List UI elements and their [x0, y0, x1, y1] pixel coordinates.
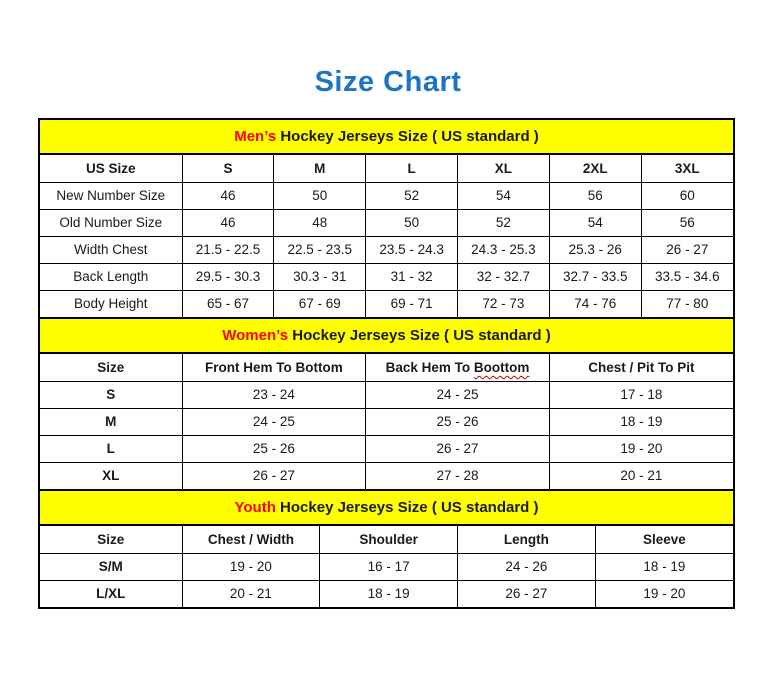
data-cell: 23.5 - 24.3 [366, 236, 458, 263]
data-cell: 50 [366, 209, 458, 236]
header-row [40, 526, 733, 553]
data-cell: 31 - 32 [366, 263, 458, 290]
data-cell: 29.5 - 30.3 [182, 263, 274, 290]
row-label-cell: New Number Size [40, 182, 182, 209]
youth-section [40, 489, 733, 607]
mens-section [40, 120, 733, 317]
data-cell: 48 [274, 209, 366, 236]
header-cell: Sleeve [595, 526, 733, 553]
data-cell: 32 - 32.7 [458, 263, 550, 290]
womens-header-rest: Hockey Jerseys Size ( US standard ) [288, 327, 551, 344]
data-cell: 56 [641, 209, 733, 236]
data-cell: 26 - 27 [182, 462, 366, 489]
size-chart [38, 118, 735, 609]
data-cell: 18 - 19 [595, 553, 733, 580]
row-label-cell: XL [40, 462, 182, 489]
data-cell: 65 - 67 [182, 290, 274, 317]
header-cell: Size [40, 526, 182, 553]
data-cell: 26 - 27 [641, 236, 733, 263]
header-cell: Front Hem To Bottom [182, 354, 366, 381]
header-cell: L [366, 155, 458, 182]
youth-label: Youth [234, 499, 276, 516]
header-cell-text: Back Hem To [385, 359, 474, 375]
data-cell: 46 [182, 209, 274, 236]
header-cell: Chest / Pit To Pit [549, 354, 733, 381]
youth-section-header [40, 489, 733, 526]
data-cell: 50 [274, 182, 366, 209]
header-cell [366, 354, 550, 381]
data-cell: 60 [641, 182, 733, 209]
row-label-cell: S [40, 381, 182, 408]
data-cell: 25 - 26 [366, 408, 550, 435]
data-cell: 18 - 19 [549, 408, 733, 435]
data-cell: 25 - 26 [182, 435, 366, 462]
data-cell: 67 - 69 [274, 290, 366, 317]
data-cell: 27 - 28 [366, 462, 550, 489]
data-cell: 32.7 - 33.5 [549, 263, 641, 290]
header-cell: Shoulder [320, 526, 458, 553]
header-cell: Chest / Width [182, 526, 320, 553]
womens-size-table [40, 354, 733, 489]
youth-header-rest: Hockey Jerseys Size ( US standard ) [275, 499, 539, 516]
table-row [40, 290, 733, 317]
data-cell: 24 - 26 [458, 553, 596, 580]
data-cell: 21.5 - 22.5 [182, 236, 274, 263]
table-row [40, 381, 733, 408]
header-cell: 3XL [641, 155, 733, 182]
row-label-cell: Body Height [40, 290, 182, 317]
data-cell: 56 [549, 182, 641, 209]
page-title: Size Chart [314, 66, 462, 98]
data-cell: 24.3 - 25.3 [458, 236, 550, 263]
table-row [40, 408, 733, 435]
data-cell: 52 [366, 182, 458, 209]
data-cell: 26 - 27 [458, 580, 596, 607]
data-cell: 69 - 71 [366, 290, 458, 317]
misspelled-word: Boottom [473, 359, 530, 375]
data-cell: 16 - 17 [320, 553, 458, 580]
row-label-cell: Back Length [40, 263, 182, 290]
data-cell: 23 - 24 [182, 381, 366, 408]
womens-section-header [40, 317, 733, 354]
row-label-cell: M [40, 408, 182, 435]
row-label-cell: Old Number Size [40, 209, 182, 236]
header-cell: XL [458, 155, 550, 182]
data-cell: 19 - 20 [182, 553, 320, 580]
mens-section-header [40, 120, 733, 155]
data-cell: 19 - 20 [549, 435, 733, 462]
youth-size-table [40, 526, 733, 607]
data-cell: 46 [182, 182, 274, 209]
data-cell: 24 - 25 [366, 381, 550, 408]
data-cell: 72 - 73 [458, 290, 550, 317]
header-row [40, 155, 733, 182]
data-cell: 25.3 - 26 [549, 236, 641, 263]
data-cell: 17 - 18 [549, 381, 733, 408]
table-row [40, 462, 733, 489]
table-row [40, 263, 733, 290]
row-label-cell: L [40, 435, 182, 462]
mens-size-table [40, 155, 733, 317]
mens-label: Men’s [234, 128, 277, 145]
header-cell: Size [40, 354, 182, 381]
table-row [40, 580, 733, 607]
data-cell: 20 - 21 [182, 580, 320, 607]
data-cell: 52 [458, 209, 550, 236]
header-cell: M [274, 155, 366, 182]
table-row [40, 236, 733, 263]
womens-section [40, 317, 733, 489]
data-cell: 24 - 25 [182, 408, 366, 435]
header-cell: US Size [40, 155, 182, 182]
womens-label: Women’s [222, 327, 289, 344]
table-row [40, 182, 733, 209]
header-cell: S [182, 155, 274, 182]
mens-header-rest: Hockey Jerseys Size ( US standard ) [276, 128, 539, 145]
data-cell: 20 - 21 [549, 462, 733, 489]
row-label-cell: L/XL [40, 580, 182, 607]
table-row [40, 435, 733, 462]
data-cell: 22.5 - 23.5 [274, 236, 366, 263]
data-cell: 77 - 80 [641, 290, 733, 317]
header-cell: Length [458, 526, 596, 553]
data-cell: 74 - 76 [549, 290, 641, 317]
table-row [40, 209, 733, 236]
data-cell: 30.3 - 31 [274, 263, 366, 290]
data-cell: 19 - 20 [595, 580, 733, 607]
data-cell: 33.5 - 34.6 [641, 263, 733, 290]
data-cell: 54 [549, 209, 641, 236]
row-label-cell: Width Chest [40, 236, 182, 263]
row-label-cell: S/M [40, 553, 182, 580]
data-cell: 26 - 27 [366, 435, 550, 462]
header-row [40, 354, 733, 381]
data-cell: 18 - 19 [320, 580, 458, 607]
table-row [40, 553, 733, 580]
header-cell: 2XL [549, 155, 641, 182]
data-cell: 54 [458, 182, 550, 209]
